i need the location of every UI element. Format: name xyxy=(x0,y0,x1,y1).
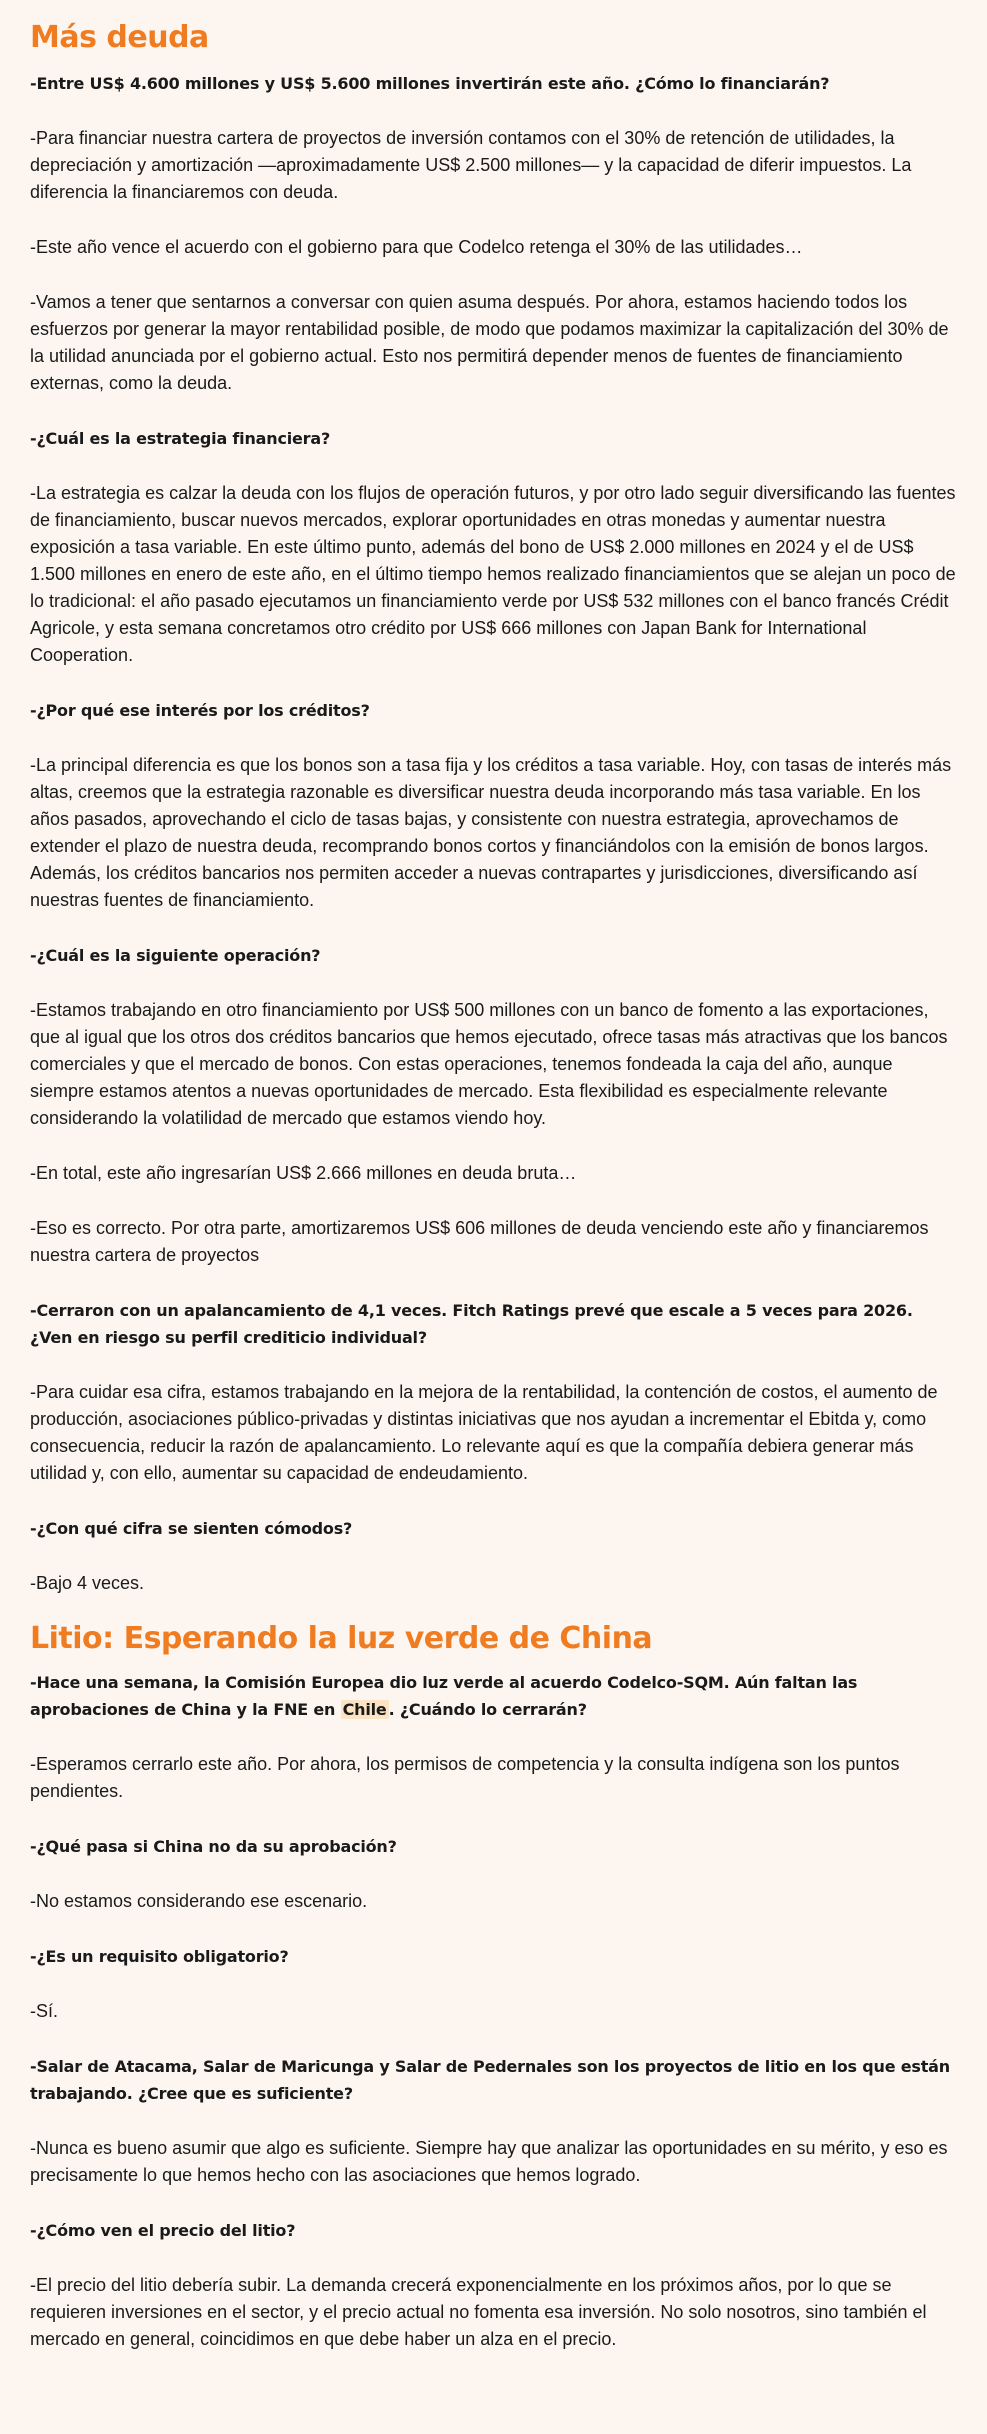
highlighted-term: Chile xyxy=(342,1700,387,1719)
interview-answer: -Estamos trabajando en otro financiamiento por US$ 500 millones con un banco de fomento a las exportaciones, que al igual que los otros dos créditos bancarios que hemos ejecutado, ofrece tasas más atractivas que los bancos comerciales y que el mercado de bonos. Con estas operaciones, tenemos fondeada la caja del año, aunque siempre estamos atentos a nuevas oportunidades de mercado. Esta flexibilidad es especialmente relevante considerando la volatilidad de mercado que estamos viendo hoy. xyxy=(30,1000,948,1128)
interview-answer: -Para financiar nuestra cartera de proyectos de inversión contamos con el 30% de retención de utilidades, la depreciación y amortización —aproximadamente US$ 2.500 millones— y la capacidad de diferir impuestos. La diferencia la financiaremos con deuda. xyxy=(30,128,912,202)
interview-question: -¿Con qué cifra se sienten cómodos? xyxy=(30,1519,353,1538)
interview-question: -¿Es un requisito obligatorio? xyxy=(30,1947,289,1966)
question-text: . ¿Cuándo lo cerrarán? xyxy=(388,1700,587,1719)
interview-answer: -Para cuidar esa cifra, estamos trabajando en la mejora de la rentabilidad, la contención de costos, el aumento de producción, asociaciones público-privadas y distintas iniciativas que nos ayudan a incrementar el Ebitda y, como consecuencia, reducir la razón de apalancamiento. Lo relevante aquí es que la compañía debiera generar más utilidad y, con ello, aumentar su capacidad de endeudamiento. xyxy=(30,1382,938,1483)
interview-question: -¿Cuál es la estrategia financiera? xyxy=(30,429,331,448)
interview-question: -¿Qué pasa si China no da su aprobación? xyxy=(30,1837,397,1856)
section-heading-mas-deuda: Más deuda xyxy=(30,20,209,55)
interview-question: -¿Cuál es la siguiente operación? xyxy=(30,946,321,965)
interview-answer: -La estrategia es calzar la deuda con los flujos de operación futuros, y por otro lado seguir diversificando las fuentes de financiamiento, buscar nuevos mercados, explorar oportunidades en otras monedas y aumentar nuestra exposición a tasa variable. En este último punto, además del bono de US$ 2.000 millones en 2024 y el de US$ 1.500 millones en enero de este año, en el último tiempo hemos realizado financiamientos que se alejan un poco de lo tradicional: el año pasado ejecutamos un financiamiento verde por US$ 532 millones con el banco francés Crédit Agricole, y esta semana concretamos otro crédito por US$ 666 millones con Japan Bank for International Cooperation. xyxy=(30,483,956,665)
interview-answer: -Vamos a tener que sentarnos a conversar con quien asuma después. Por ahora, estamos haciendo todos los esfuerzos por generar la mayor rentabilidad posible, de modo que podamos maximizar la capitalización del 30% de la utilidad anunciada por el gobierno actual. Esto nos permitirá depender menos de fuentes de financiamiento externas, como la deuda. xyxy=(30,292,949,393)
interview-answer: -Esperamos cerrarlo este año. Por ahora, los permisos de competencia y la consulta indígena son los puntos pendientes. xyxy=(30,1754,900,1801)
interview-question: -Cerraron con un apalancamiento de 4,1 veces. Fitch Ratings prevé que escale a 5 veces para 2026. ¿Ven en riesgo su perfil crediticio individual? xyxy=(30,1301,913,1347)
interview-question: -¿Cómo ven el precio del litio? xyxy=(30,2221,296,2240)
question-text: -Hace una semana, la Comisión Europea dio luz verde al acuerdo Codelco-SQM. Aún faltan las aprobaciones de China y la FNE en xyxy=(30,1673,858,1719)
interview-answer: -No estamos considerando ese escenario. xyxy=(30,1891,368,1911)
interview-question: -¿Por qué ese interés por los créditos? xyxy=(30,701,370,720)
interview-answer: -Bajo 4 veces. xyxy=(30,1573,145,1593)
interview-answer: -La principal diferencia es que los bonos son a tasa fija y los créditos a tasa variable. Hoy, con tasas de interés más altas, creemos que la estrategia razonable es diversificar nuestra deuda incorporando más tasa variable. En los años pasados, aprovechando el ciclo de tasas bajas, y consistente con nuestra estrategia, aprovechamos de extender el plazo de nuestra deuda, recomprando bonos cortos y financiándolos con la emisión de bonos largos. Además, los créditos bancarios nos permiten acceder a nuevas contrapartes y jurisdicciones, diversificando así nuestras fuentes de financiamiento. xyxy=(30,755,952,910)
interview-question xyxy=(30,1669,957,1723)
interview-answer: -En total, este año ingresarían US$ 2.666 millones en deuda bruta… xyxy=(30,1163,577,1183)
interview-question: -Salar de Atacama, Salar de Maricunga y Salar de Pedernales son los proyectos de litio en los que están trabajando. ¿Cree que es suficiente? xyxy=(30,2057,950,2103)
interview-answer: -El precio del litio debería subir. La demanda crecerá exponencialmente en los próximos años, por lo que se requieren inversiones en el sector, y el precio actual no fomenta esa inversión. No solo nosotros, sino también el mercado en general, coincidimos en que debe haber un alza en el precio. xyxy=(30,2275,927,2349)
section-heading-litio: Litio: Esperando la luz verde de China xyxy=(30,1621,653,1656)
interview-answer: -Este año vence el acuerdo con el gobierno para que Codelco retenga el 30% de las utilidades… xyxy=(30,237,803,257)
interview-answer: -Sí. xyxy=(30,2001,59,2021)
interview-question: -Entre US$ 4.600 millones y US$ 5.600 millones invertirán este año. ¿Cómo lo financiarán? xyxy=(30,74,830,93)
interview-answer: -Nunca es bueno asumir que algo es suficiente. Siempre hay que analizar las oportunidades en su mérito, y eso es precisamente lo que hemos hecho con las asociaciones que hemos logrado. xyxy=(30,2138,948,2185)
interview-answer: -Eso es correcto. Por otra parte, amortizaremos US$ 606 millones de deuda venciendo este año y financiaremos nuestra cartera de proyectos xyxy=(30,1218,929,1265)
